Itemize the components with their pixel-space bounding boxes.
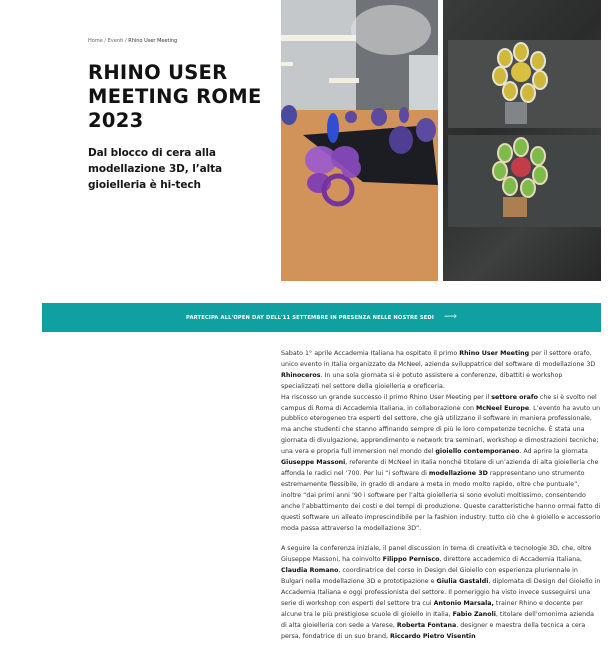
text: , referente di McNeel in Italia nonché titolare di un’azienda di alta gioielleria che affonda le radici nel ’700. Per lui “i software di [281,459,599,477]
breadcrumb-separator: / [102,38,108,44]
text: A seguire la conferenza iniziale, il panel discussion in tema di creatività e tecnologie 3D, che, oltre Giuseppe Massoni, ha coinvolto [281,545,592,564]
rings-illustration [443,0,601,281]
bold-text: Giulia Gastaldi [436,578,489,586]
article-paragraph-intro [281,349,601,534]
cta-label: PARTECIPA ALL'OPEN DAY DELL'11 SETTEMBRE IN PRESENZA NELLE NOSTRE SEDI [185,314,434,321]
wax-jewelry-prints-photo [281,0,438,281]
bold-text: Antonio Marsala, [433,599,494,607]
bold-text: McNeel Europe [475,404,530,412]
text: , direttore accademico di Accademia Italiana, [439,556,583,564]
bold-text: gioiello contemporaneo [435,448,520,456]
text: . In una sola giornata si è potuto assistere a conferenze, dibattiti e workshop specializzati nel settore della gioielleria e oreficeria. [281,371,563,390]
bold-text: Rhinoceros [281,371,321,379]
text: per il settore orafo, unico evento in Italia organizzato da McNeel, azienda sviluppatrice del software di modellazione 3D [281,350,596,368]
page-subtitle: Dal blocco di cera alla modellazione 3D, l’alta gioielleria è hi-tech [88,147,222,191]
bold-text: Fabio Zanoli [452,610,496,618]
text: trainer Rhino e docente per alcune tra le più prestigiose scuole di gioiello in Italia, [281,599,583,618]
text: , coordinatrice del corso in Design del Gioiello con esperienza pluriennale in Bulgari nella modellazione 3D e prototipazione e [281,567,578,586]
open-day-cta-banner[interactable] [42,303,601,332]
breadcrumb-events[interactable]: Eventi [107,38,124,44]
breadcrumb-separator: / [123,38,129,44]
text: . L’evento ha avuto un pubblico eterogeneo tra esperti del settore, che già utilizzano il software in maniera professionale, ma anche studenti che stanno affinando sempre di più le loro competenze tecniche. È stata una giornata di divulgazione, apprendimento e network tra seminari, workshop e dimostrazioni tecniche; una vera e propria full immersion nel mondo del [281,404,601,456]
text: , titolare dell’omonima azienda di alta gioielleria con sede a Varese, [281,610,594,629]
flower-rings-photo [443,0,601,281]
bold-text: Giuseppe Massoni [281,459,346,467]
bold-text: settore orafo [491,393,538,401]
bold-text: Filippo Pernisco [382,556,440,564]
bold-text: Claudia Romano [281,567,339,575]
text: rappresentano uno strumento estremamente flessibile, in grado di andare a meta in modo molto rapido, oltre che puntuale”, inoltre “dai primi anni ’90 i software per l’alta gioielleria si sono evoluti moltissimo, consentendo anche l’abbattimento dei costi e dei tempi di produzione. Queste caratteristiche hanno ormai fatto di questi software un alleato imprescindibile per la fashion industry: tutto ciò che è gioiello e accessorio moda passa attraverso la modellazione 3D”. [281,469,601,532]
text: . Ad aprire la giornata [519,448,588,456]
bold-text: Riccardo Pietro Visentin [389,632,476,640]
text: , designer e maestra della tecnica a cera persa, fondatrice di un suo brand, [281,621,586,640]
wax-prints-illustration [281,0,438,281]
bold-text: modellazione 3D [428,469,488,477]
bold-text: Roberta Fontana [396,621,457,629]
article-paragraph-panel [281,544,601,642]
arrow-right-icon: ⟶ [443,312,458,322]
page-title: RHINO USER MEETING ROME 2023 [88,61,262,132]
breadcrumb [88,38,278,44]
breadcrumb-home[interactable]: Home [88,38,103,44]
text: , diplomata di Design del Gioiello in Accademia Italiana e oggi professionista del settore. Il pomeriggio ha visto invece susseguirsi una serie di workshop con esperti del settore tra cui [281,578,601,607]
text: che si è svolto nel campus di Roma di Accademia Italiana, in collaborazione con [281,393,597,412]
breadcrumb-current: Rhino User Meeting [128,38,178,44]
article-body [281,349,601,652]
text: Ha riscosso un grande successo il primo Rhino User Meeting per il [281,393,492,401]
hero-header [88,38,278,193]
text: Sabato 1° aprile Accademia Italiana ha ospitato il primo [281,350,460,357]
bold-text: Rhino User Meeting [459,350,530,357]
